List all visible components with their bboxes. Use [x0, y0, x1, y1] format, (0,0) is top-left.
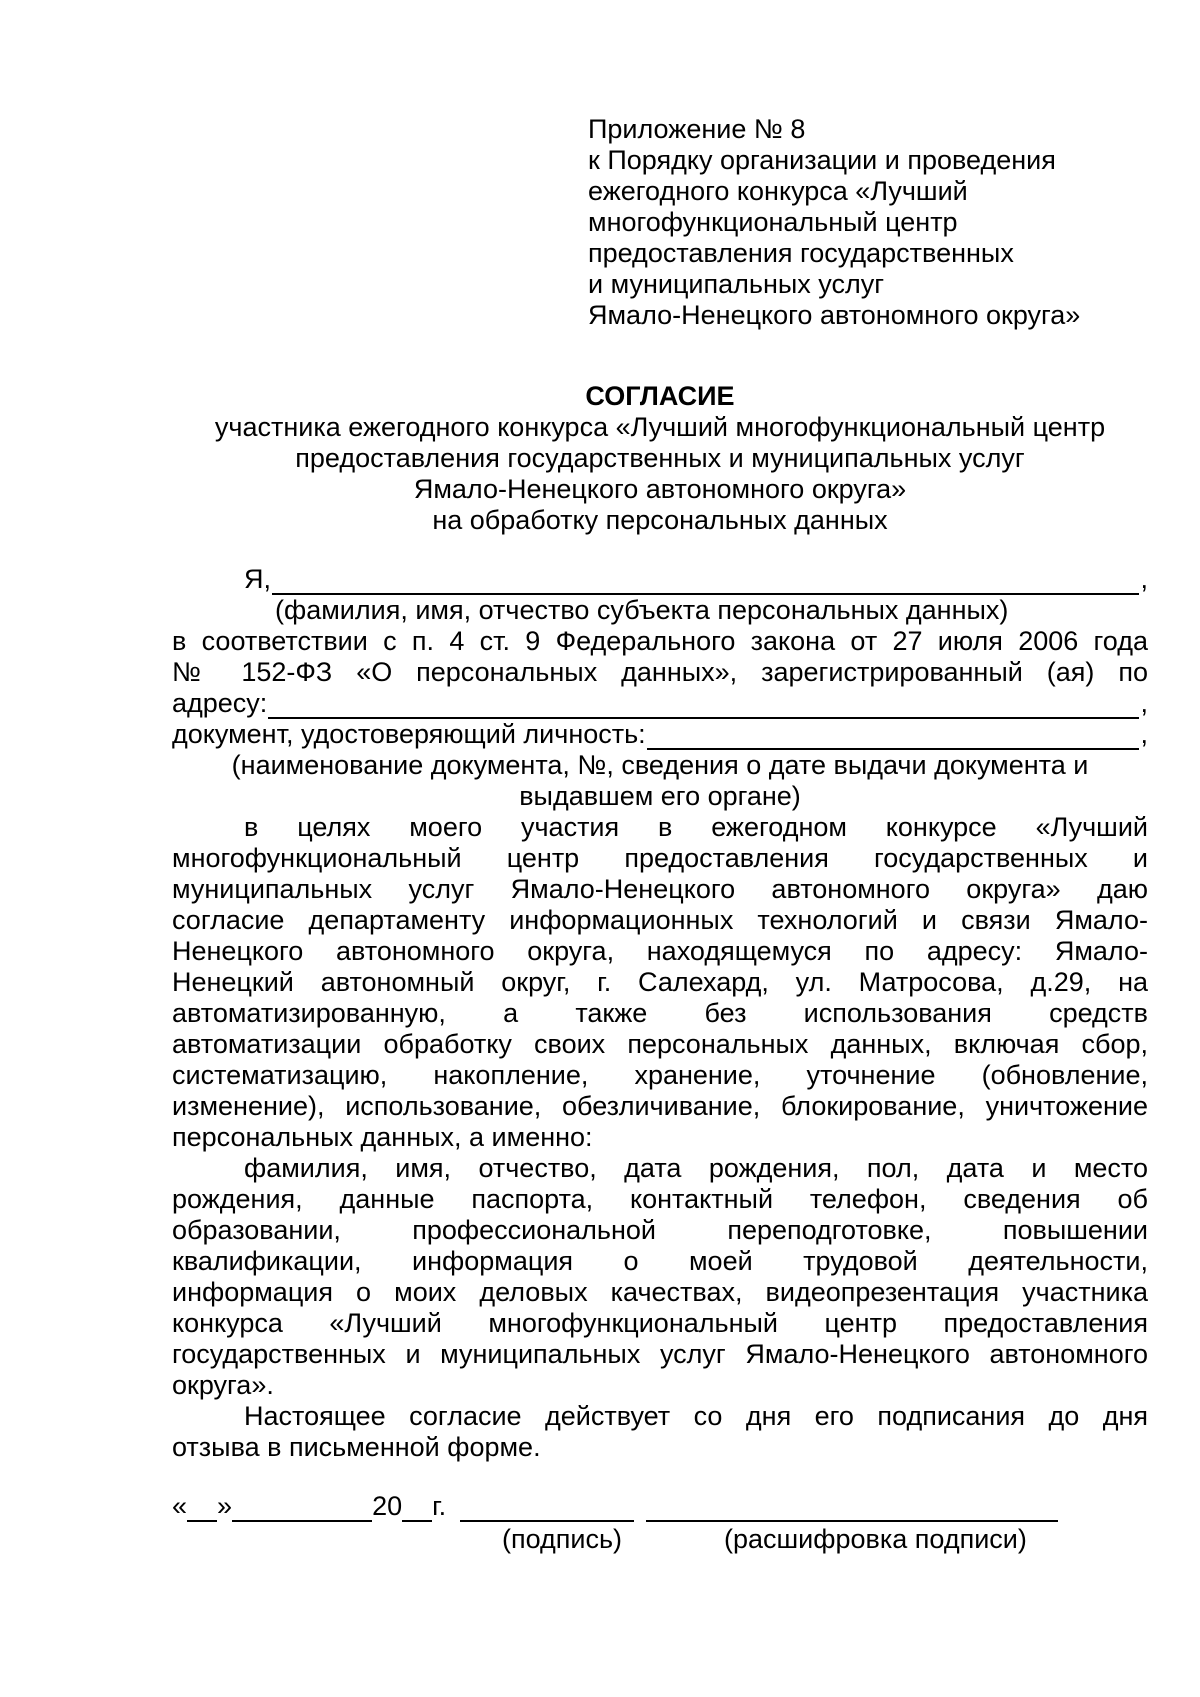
quote-close: »	[217, 1491, 233, 1521]
document-hint: выдавшем его органе)	[519, 781, 801, 811]
data-list-line: рождения, данные паспорта, контактный телефон, сведения об	[172, 1184, 1148, 1214]
data-list-line: конкурса «Лучший многофункциональный центр предоставления	[172, 1308, 1148, 1338]
address-suffix: ,	[1140, 688, 1148, 718]
fio-prefix: Я,	[244, 564, 271, 594]
year-prefix: 20	[372, 1491, 403, 1521]
appendix-line: к Порядку организации и проведения	[588, 145, 1056, 175]
subtitle-line: Ямало-Ненецкого автономного округа»	[413, 474, 907, 504]
purpose-line: изменение), использование, обезличивание, блокирование, уничтожение	[172, 1091, 1148, 1121]
validity-line: Настоящее согласие действует со дня его подписания до дня	[244, 1401, 1148, 1431]
signature-row	[172, 1491, 1148, 1522]
signature-label: (подпись)	[502, 1524, 623, 1554]
document-suffix: ,	[1140, 719, 1148, 749]
document-field[interactable]	[647, 722, 1140, 750]
decoding-label: (расшифровка подписи)	[724, 1524, 1027, 1554]
subtitle-line: предоставления государственных и муниципальных услуг	[295, 443, 1025, 473]
address-prefix: адресу:	[172, 688, 268, 718]
document-hint: (наименование документа, №, сведения о дате выдачи документа и	[231, 750, 1089, 780]
purpose-line: систематизацию, накопление, хранение, уточнение (обновление,	[172, 1060, 1148, 1090]
document-prefix: документ, удостоверяющий личность:	[172, 719, 646, 749]
month-field[interactable]	[232, 1494, 372, 1522]
purpose-line: Ненецкого автономного округа, находящемуся по адресу: Ямало-	[172, 936, 1148, 966]
appendix-line: Приложение № 8	[588, 114, 806, 144]
document-row	[172, 719, 1148, 750]
appendix-line: ежегодного конкурса «Лучший	[588, 176, 968, 206]
year-field[interactable]	[402, 1494, 432, 1522]
purpose-line: согласие департаменту информационных технологий и связи Ямало-	[172, 905, 1148, 935]
purpose-line: автоматизированную, а также без использования средств	[172, 998, 1148, 1028]
fio-field[interactable]	[272, 567, 1139, 595]
appendix-line: Ямало-Ненецкого автономного округа»	[588, 300, 1081, 330]
fio-hint: (фамилия, имя, отчество субъекта персональных данных)	[275, 595, 1009, 625]
purpose-line: в целях моего участия в ежегодном конкурсе «Лучший	[244, 812, 1148, 842]
data-list-line: информация о моих деловых качествах, видеопрезентация участника	[172, 1277, 1148, 1307]
purpose-line: автоматизации обработку своих персональных данных, включая сбор,	[172, 1029, 1148, 1059]
data-list-line: фамилия, имя, отчество, дата рождения, пол, дата и место	[244, 1153, 1148, 1183]
appendix-line: предоставления государственных	[588, 238, 1014, 268]
appendix-line: и муниципальных услуг	[588, 269, 885, 299]
year-suffix: г.	[432, 1491, 447, 1521]
address-row	[172, 688, 1148, 719]
day-field[interactable]	[187, 1494, 217, 1522]
subtitle-line: участника ежегодного конкурса «Лучший многофункциональный центр	[214, 412, 1106, 442]
address-field[interactable]	[268, 691, 1139, 719]
purpose-line: муниципальных услуг Ямало-Ненецкого автономного округа» даю	[172, 874, 1148, 904]
validity-line: отзыва в письменной форме.	[172, 1432, 541, 1462]
quote-open: «	[172, 1491, 188, 1521]
data-list-line: квалификации, информация о моей трудовой деятельности,	[172, 1246, 1148, 1276]
signature-block	[172, 1491, 1148, 1555]
purpose-line: Ненецкий автономный округ, г. Салехард, ул. Матросова, д.29, на	[172, 967, 1148, 997]
appendix-line: многофункциональный центр	[588, 207, 958, 237]
signature-labels	[172, 1524, 1148, 1555]
purpose-line: многофункциональный центр предоставления государственных и	[172, 843, 1148, 873]
signature-field[interactable]	[460, 1494, 634, 1522]
decoding-field[interactable]	[646, 1494, 1058, 1522]
data-list-line: государственных и муниципальных услуг Ямало-Ненецкого автономного	[172, 1339, 1148, 1369]
document-title: СОГЛАСИЕ	[585, 381, 735, 411]
appendix-header	[588, 114, 1168, 331]
purpose-line: персональных данных, а именно:	[172, 1122, 593, 1152]
document-heading	[120, 381, 1200, 536]
data-list-line: округа».	[172, 1370, 274, 1400]
document-body	[172, 564, 1148, 1463]
law-line: в соответствии с п. 4 ст. 9 Федерального закона от 27 июля 2006 года	[172, 626, 1148, 656]
subtitle-line: на обработку персональных данных	[432, 505, 888, 535]
fio-row	[172, 564, 1148, 595]
fio-suffix: ,	[1140, 564, 1148, 594]
data-list-line: образовании, профессиональной переподготовке, повышении	[172, 1215, 1148, 1245]
law-line: № 152-ФЗ «О персональных данных», зарегистрированный (ая) по	[172, 657, 1148, 687]
